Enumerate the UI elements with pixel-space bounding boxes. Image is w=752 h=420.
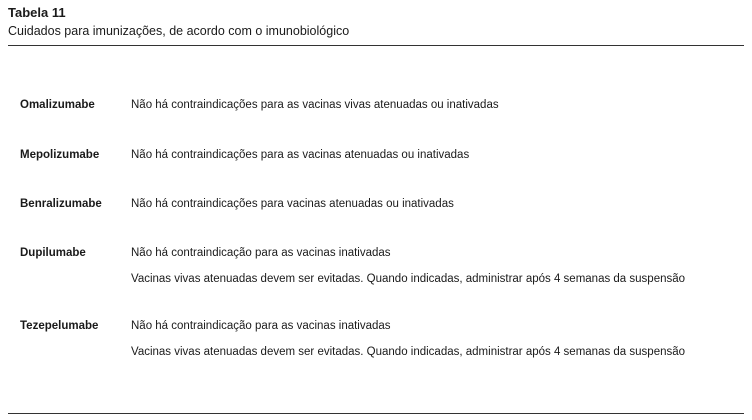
- table-label: Tabela 11: [8, 5, 66, 20]
- drug-name: Tezepelumabe: [20, 320, 99, 332]
- table-row: [20, 97, 740, 113]
- drug-notes: [131, 97, 740, 113]
- table-row: [20, 196, 740, 212]
- top-divider: [8, 45, 744, 46]
- note-line: Não há contraindicação para as vacinas inativadas: [131, 320, 391, 332]
- note-line: Não há contraindicações para as vacinas atenuadas ou inativadas: [131, 149, 470, 161]
- drug-name: Benralizumabe: [20, 198, 102, 210]
- drug-notes: [131, 147, 740, 163]
- drug-name: Dupilumabe: [20, 247, 86, 259]
- drug-notes: [131, 318, 740, 360]
- drug-name: Mepolizumabe: [20, 149, 100, 161]
- note-line: Vacinas vivas atenuadas devem ser evitadas. Quando indicadas, administrar após 4 semanas da suspensão: [131, 273, 686, 285]
- note-line: Não há contraindicações para vacinas atenuadas ou inativadas: [131, 198, 454, 210]
- table-header: [8, 5, 744, 40]
- drug-notes: [131, 196, 740, 212]
- drug-name: Omalizumabe: [20, 99, 95, 111]
- note-line: Não há contraindicações para as vacinas vivas atenuadas ou inativadas: [131, 99, 499, 111]
- note-line: Não há contraindicação para as vacinas inativadas: [131, 247, 391, 259]
- table-caption: Cuidados para imunizações, de acordo com o imunobiológico: [8, 24, 350, 38]
- table-row: [20, 318, 740, 360]
- drug-notes: [131, 245, 740, 287]
- bottom-divider: [8, 413, 744, 414]
- table-row: [20, 147, 740, 163]
- note-line: Vacinas vivas atenuadas devem ser evitadas. Quando indicadas, administrar após 4 semanas da suspensão: [131, 346, 686, 358]
- table-row: [20, 245, 740, 287]
